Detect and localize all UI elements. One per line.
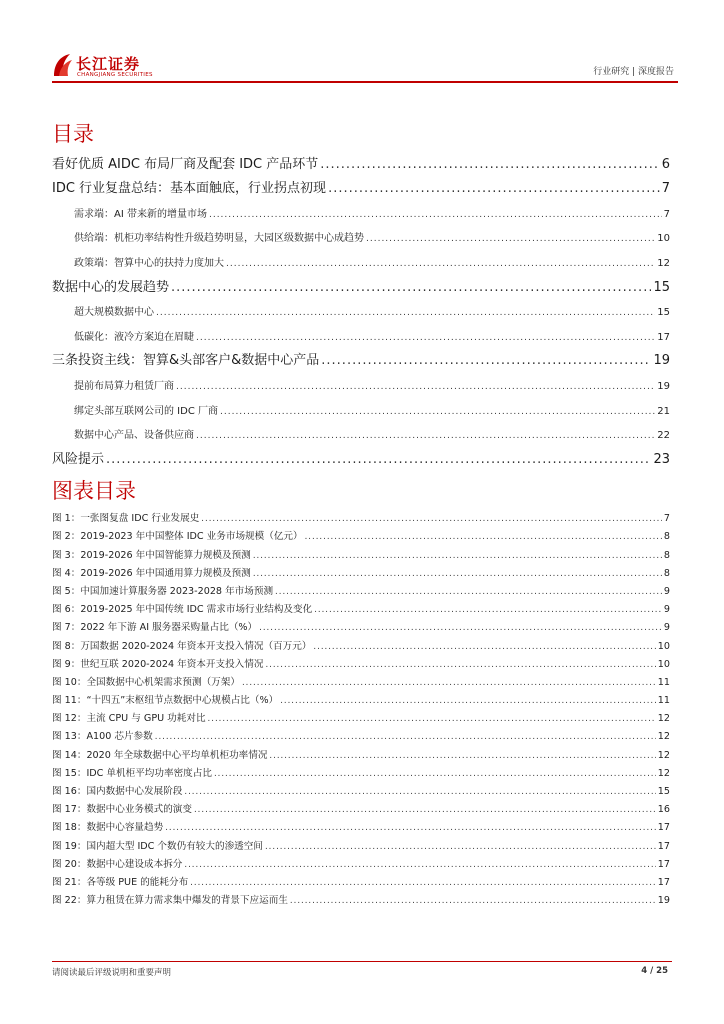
figure-entry[interactable]: 图 16：国内数据中心发展阶段 ..... 15 xyxy=(52,779,670,797)
figure-entry[interactable]: 图 15：IDC 单机柜平均功率密度占比 ..... 12 xyxy=(52,761,670,779)
toc-subentry[interactable]: 低碳化：液冷方案迫在眉睫 ..... 17 xyxy=(52,321,670,346)
figure-entry[interactable]: 图 19：国内超大型 IDC 个数仍有较大的渗透空间 ..... 17 xyxy=(52,833,670,851)
logo-chinese-name: 长江证券 xyxy=(76,55,141,73)
figure-entry[interactable]: 图 17：数据中心业务模式的演变 ..... 16 xyxy=(52,797,670,815)
figure-entry[interactable]: 图 10：全国数据中心机架需求预测（万架） ..... 11 xyxy=(52,670,670,688)
toc-subentry[interactable]: 需求端：AI 带来新的增量市场 ..... 7 xyxy=(52,198,670,223)
figure-entry[interactable]: 图 8：万国数据 2020-2024 年资本开支投入情况（百万元） ..... 10 xyxy=(52,633,670,651)
figure-entry[interactable]: 图 12：主流 CPU 与 GPU 功耗对比 ..... 12 xyxy=(52,706,670,724)
figure-entry[interactable]: 图 1：一张图复盘 IDC 行业发展史 ..... 7 xyxy=(52,506,670,524)
header-divider xyxy=(52,81,678,83)
figure-entry[interactable]: 图 6：2019-2025 年中国传统 IDC 需求市场行业结构及变化 ..... 9 xyxy=(52,597,670,615)
figure-entry[interactable]: 图 22：算力租赁在算力需求集中爆发的背景下应运而生 ..... 19 xyxy=(52,888,670,906)
figure-list xyxy=(52,506,670,906)
figure-entry[interactable]: 图 3：2019-2026 年中国智能算力规模及预测 ..... 8 xyxy=(52,542,670,560)
toc-title: 目录 xyxy=(52,122,94,146)
toc-entry[interactable]: 三条投资主线：智算&头部客户&数据中心产品 ..... 19 xyxy=(52,346,670,371)
toc-entry[interactable]: IDC 行业复盘总结：基本面触底，行业拐点初现 ..... 7 xyxy=(52,174,670,199)
toc-subentry[interactable]: 供给端：机柜功率结构性升级趋势明显，大园区级数据中心成趋势 ..... 10 xyxy=(52,223,670,248)
figure-entry[interactable]: 图 2：2019-2023 年中国整体 IDC 业务市场规模（亿元） ..... 8 xyxy=(52,524,670,542)
report-type-label: 行业研究 | 深度报告 xyxy=(593,67,674,77)
figure-entry[interactable]: 图 11：“十四五”末枢纽节点数据中心规模占比（%） ..... 11 xyxy=(52,688,670,706)
figure-list-title: 图表目录 xyxy=(52,479,136,503)
figure-entry[interactable]: 图 9：世纪互联 2020-2024 年资本开支投入情况 ..... 10 xyxy=(52,652,670,670)
toc-subentry[interactable]: 数据中心产品、设备供应商 ..... 22 xyxy=(52,420,670,445)
toc-entry[interactable]: 数据中心的发展趋势 ..... 15 xyxy=(52,272,670,297)
footer-divider xyxy=(52,961,672,962)
toc-subentry[interactable]: 提前布局算力租赁厂商 ..... 19 xyxy=(52,370,670,395)
figure-entry[interactable]: 图 7：2022 年下游 AI 服务器采购量占比（%） ..... 9 xyxy=(52,615,670,633)
figure-entry[interactable]: 图 21：各等级 PUE 的能耗分布 ..... 17 xyxy=(52,870,670,888)
figure-entry[interactable]: 图 4：2019-2026 年中国通用算力规模及预测 ..... 8 xyxy=(52,561,670,579)
disclaimer-note: 请阅读最后评级说明和重要声明 xyxy=(52,968,172,978)
figure-entry[interactable]: 图 14：2020 年全球数据中心平均单机柜功率情况 ..... 12 xyxy=(52,742,670,760)
toc-subentry[interactable]: 绑定头部互联网公司的 IDC 厂商 ..... 21 xyxy=(52,395,670,420)
logo-mark-icon xyxy=(52,52,74,78)
toc-entry[interactable]: 看好优质 AIDC 布局厂商及配套 IDC 产品环节 ..... 6 xyxy=(52,149,670,174)
figure-entry[interactable]: 图 13：A100 芯片参数 ..... 12 xyxy=(52,724,670,742)
logo-english-name: CHANGJIANG SECURITIES xyxy=(77,72,153,78)
toc-list xyxy=(52,149,670,469)
toc-subentry[interactable]: 政策端：智算中心的扶持力度加大 ..... 12 xyxy=(52,247,670,272)
figure-entry[interactable]: 图 5：中国加速计算服务器 2023-2028 年市场预测 ..... 9 xyxy=(52,579,670,597)
figure-entry[interactable]: 图 18：数据中心容量趋势 ..... 17 xyxy=(52,815,670,833)
page-number: 4 / 25 xyxy=(641,966,668,976)
toc-entry[interactable]: 风险提示 ..... 23 xyxy=(52,444,670,469)
figure-entry[interactable]: 图 20：数据中心建设成本拆分 ..... 17 xyxy=(52,852,670,870)
toc-subentry[interactable]: 超大规模数据中心 ..... 15 xyxy=(52,297,670,322)
